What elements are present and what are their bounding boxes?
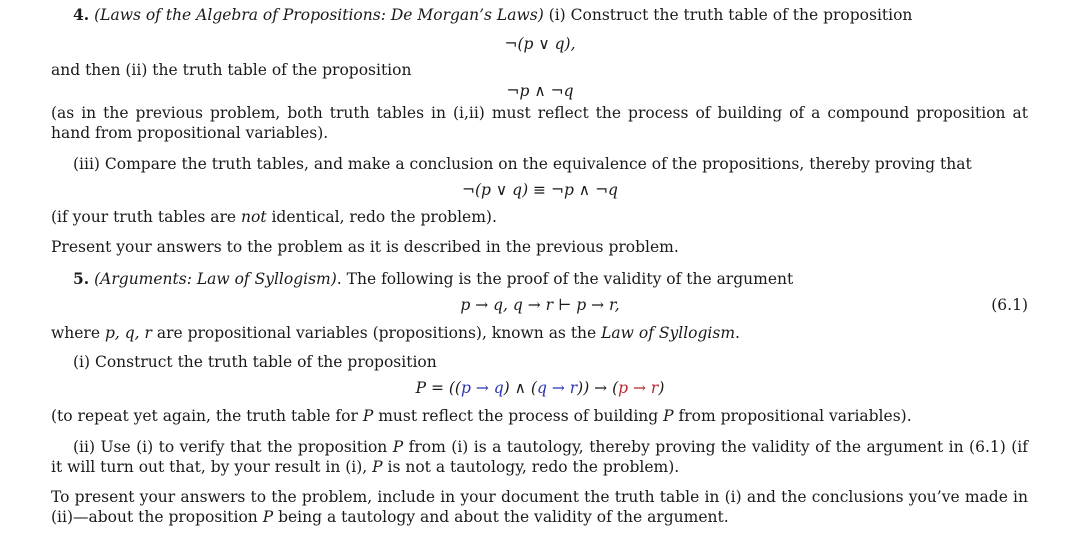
formula-P-implies: )) → ( [577,379,619,397]
repeat-end: from propositional variables). [673,407,912,425]
problem-5-intro: . The following is the proof of the validity of the argument [336,270,794,288]
problem-5-present [51,487,1028,527]
problem-4-intro: (i) Construct the truth table of the proposition [543,6,913,24]
where-vars: p, q, r [104,324,152,342]
problem-4-then-text: and then (ii) the truth table of the proposition [51,61,412,79]
redo-pre: (if your truth tables are [51,208,241,226]
formula-de-morgan: ¬(p ∨ q) ≡ ¬p ∧ ¬q [462,181,618,199]
problem-5-task1: (i) Construct the truth table of the proposition [73,353,437,371]
task2-c: is not a tautology, redo the problem). [382,458,680,476]
problem-5-repeat [51,406,1028,426]
problem-5-where [51,323,1028,343]
formula-P-lhs: P = (( [415,379,461,397]
equation-number: (6.1) [991,296,1028,314]
problem-5-task2 [51,437,1028,477]
where-end: . [735,324,740,342]
repeat-mid: must reflect the process of building [373,407,664,425]
formula-syllogism: p → q, q → r ⊢ p → r, [460,296,620,314]
problem-4-redo [51,207,1028,227]
redo-not: not [241,208,267,226]
problem-4-heading [73,5,1028,25]
task2-a: (ii) Use (i) to verify that the proposition [73,438,393,456]
task2-P2: P [372,458,383,476]
task2-P: P [392,438,404,456]
formula-P-q-implies-r: q → r [536,379,578,397]
where-name: Law of Syllogism [601,324,736,342]
where-pre: where [51,324,105,342]
formula-P [0,378,1080,398]
task2-b: from (i) is a tautology, thereby proving the validity of the argument in (6.1) (if it will turn out that, by your result in (i), [51,438,1028,476]
present-a: To present your answers to the problem, include in your document the truth table in (i) and the conclusions you’ve made in (ii)—about the proposition [51,488,1028,526]
problem-4-compare: (iii) Compare the truth tables, and make a conclusion on the equivalence of the propositions, thereby proving that [73,155,972,173]
formula-P-end: ) [658,379,665,397]
present-b: being a tautology and about the validity of the argument. [273,508,729,526]
problem-4-number: 4. [73,5,90,24]
repeat-pre: (to repeat yet again, the truth table for [51,407,363,425]
problem-5-number: 5. [73,269,90,288]
formula-not-p-and-not-q: ¬p ∧ ¬q [506,82,574,100]
repeat-P: P [362,407,374,425]
where-mid: are propositional variables (propositions), known as the [151,324,602,342]
formula-P-and: ) ∧ ( [503,379,537,397]
formula-not-p-or-q: ¬(p ∨ q), [504,35,576,53]
problem-5-title: (Arguments: Law of Syllogism) [94,270,337,288]
problem-4-note: (as in the previous problem, both truth tables in (i,ii) must reflect the process of building of a compound proposition at hand from propositional variables). [51,104,1028,142]
problem-4-present: Present your answers to the problem as it is described in the previous problem. [51,238,679,256]
problem-5-heading [73,269,1028,289]
redo-post: identical, redo the problem). [266,208,497,226]
problem-4-title: (Laws of the Algebra of Propositions: De Morgan’s Laws) [94,6,544,24]
formula-P-p-implies-q: p → q [460,379,504,397]
repeat-P2: P [663,407,674,425]
formula-P-p-implies-r: p → r [618,379,659,397]
present-P: P [262,508,274,526]
